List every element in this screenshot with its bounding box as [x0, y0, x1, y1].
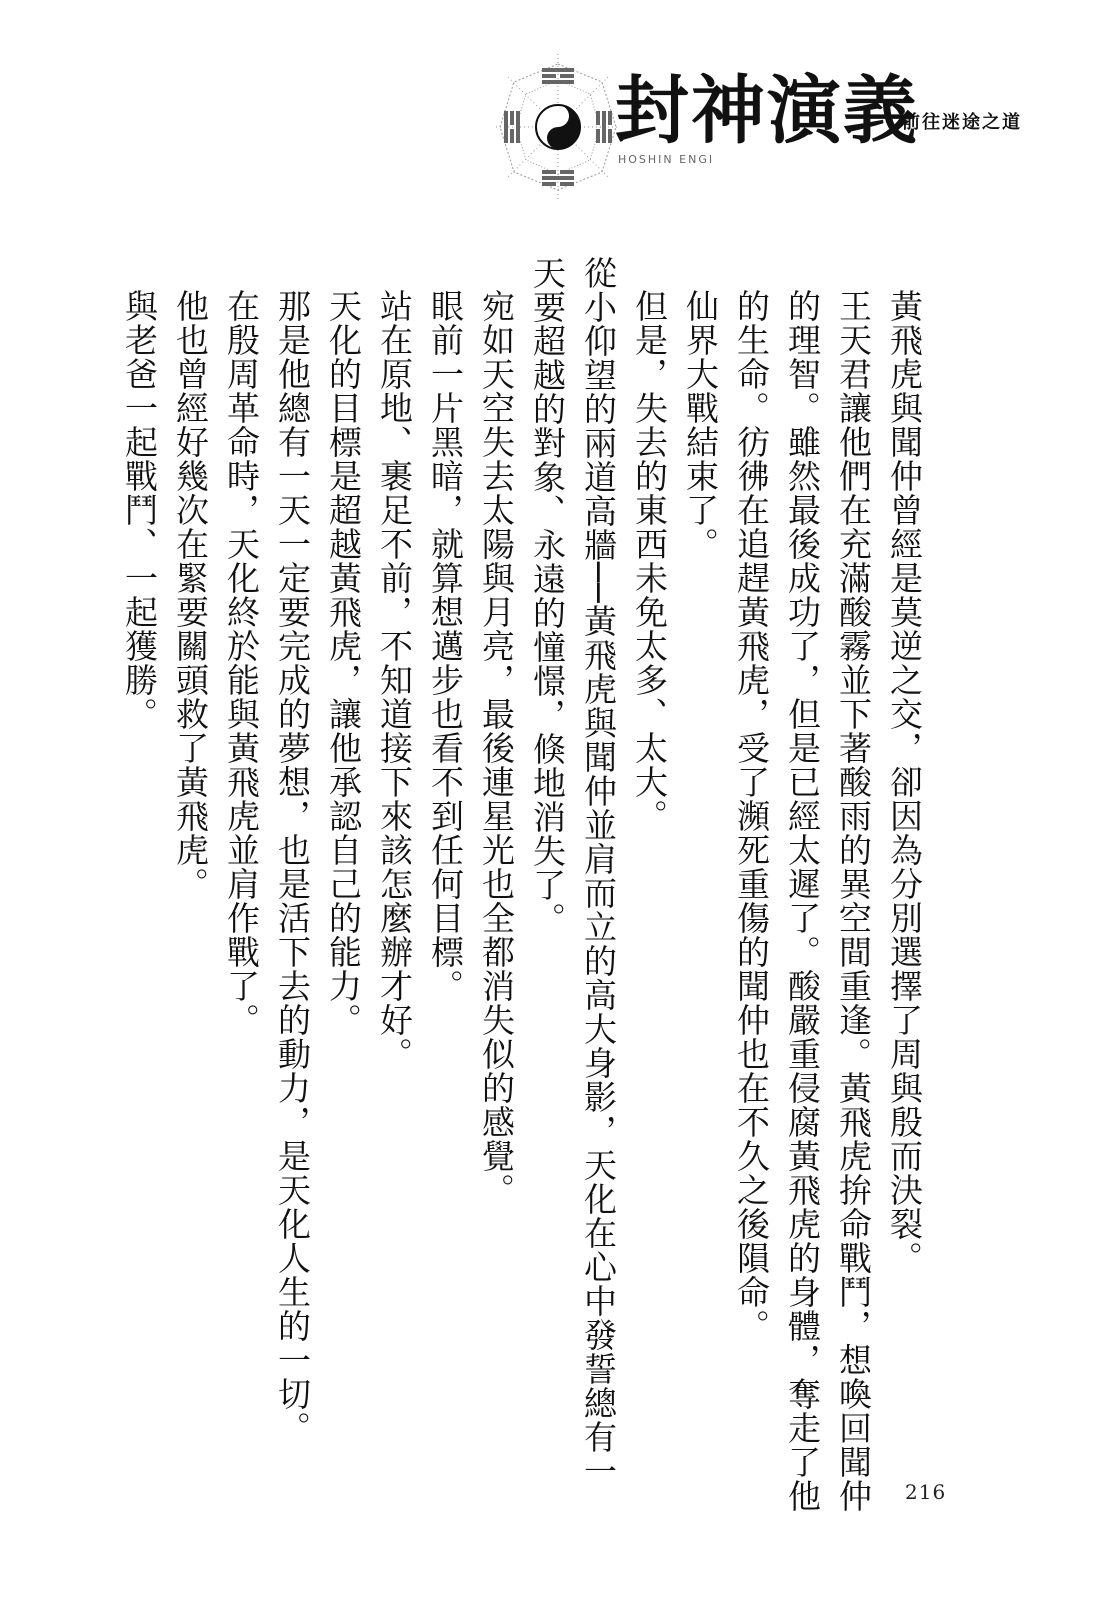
paragraph: 從小仰望的兩道高牆──黃飛虎與聞仲並肩而立的高大身影，天化在心中發誓總有一天要超越的對象、永遠的憧憬，倏地消失了。: [528, 256, 618, 1488]
paragraph: 站在原地、裹足不前，不知道接下來該怎麼辦才好。: [375, 289, 414, 1071]
paragraph: 與老爸一起戰鬥、一起獲勝。: [120, 289, 159, 731]
paragraph: 仙界大戰結束了。: [681, 289, 720, 561]
chapter-subtitle: 前往迷途之道: [902, 112, 1022, 133]
paragraph: 天化的目標是超越黃飛虎，讓他承認自己的能力。: [324, 289, 363, 1037]
page-header: [0, 0, 1100, 220]
paragraph: 在殷周革命時，天化終於能與黃飛虎並肩作戰了。: [222, 289, 261, 1037]
paragraph: 黃飛虎與聞仲曾經是莫逆之交，卻因為分別選擇了周與殷而決裂。: [885, 289, 924, 1275]
paragraph: 他也曾經好幾次在緊要關頭救了黃飛虎。: [171, 289, 210, 901]
series-title: 封神演義: [615, 68, 919, 154]
taiji-bagua-icon: [494, 52, 622, 202]
vertical-text-body: [120, 240, 930, 1520]
paragraph: 眼前一片黑暗，就算想邁步也看不到任何目標。: [426, 289, 465, 1003]
paragraph: 但是，失去的東西未免太多、太大。: [630, 289, 669, 833]
paragraph: 那是他總有一天一定要完成的夢想，也是活下去的動力，是天化人生的一切。: [273, 289, 312, 1445]
paragraph: 王天君讓他們在充滿酸霧並下著酸雨的異空間重逢。黃飛虎拚命戰鬥，想喚回聞仲的理智。雖然最後成功了，但是已經太遲了。酸嚴重侵腐黃飛虎的身體，奪走了他的生命。彷彿在追趕黃飛虎，受了瀕死重傷的聞仲也在不久之後隕命。: [732, 289, 873, 1513]
paragraph: 宛如天空失去太陽與月亮，最後連星光也全都消失似的感覺。: [477, 289, 516, 1207]
page-number: 216: [905, 1480, 947, 1504]
series-romaji: HOSHIN ENGI: [618, 153, 715, 166]
